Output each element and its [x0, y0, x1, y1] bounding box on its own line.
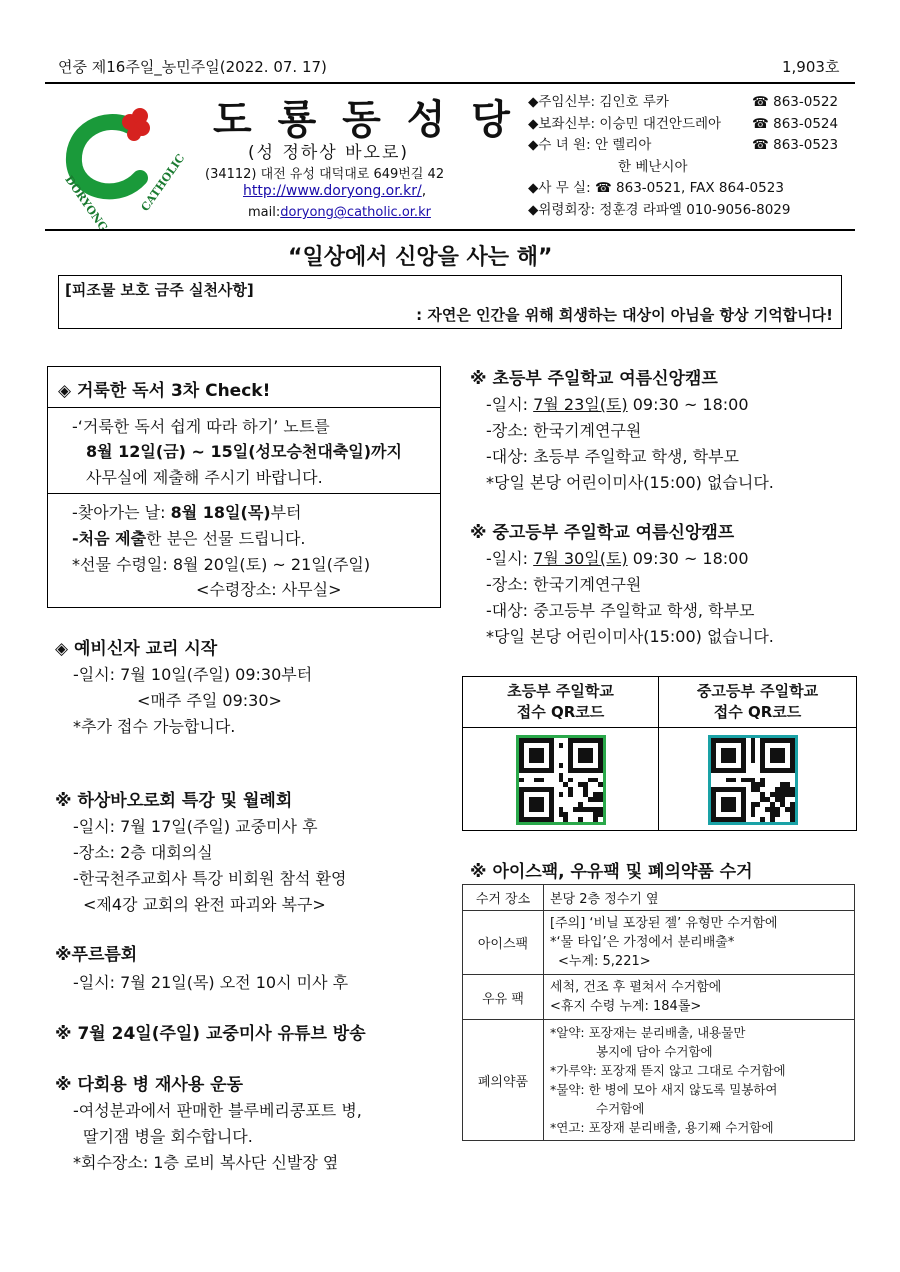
qr-code-youth[interactable] — [708, 735, 798, 825]
section-title: ※ 다회용 병 재사용 운동 — [55, 1075, 243, 1095]
table-row: 수거 장소 본당 2층 정수기 옆 — [463, 885, 855, 911]
contact-row: ◆수 녀 원: 안 렐리아 ☎ 863-0523 — [528, 137, 839, 153]
section-title: ※푸르름회 — [55, 945, 138, 965]
contact-row: ◆보좌신부: 이승민 대건안드레아 ☎ 863-0524 — [528, 115, 839, 132]
creation-care-box — [58, 275, 842, 329]
recycle-table — [462, 884, 855, 1141]
table-row: 아이스팩 [주의] ‘비닐 포장된 젤’ 유형만 수거함에 *‘물 타입’은 가정에서 분리배출* <누계: 5,221> — [463, 911, 855, 975]
church-name: 도 룡 동 성 당 — [213, 97, 516, 143]
youth-camp-section: ※ 중고등부 주일학교 여름신앙캠프 -일시: 7월 30일(토) 09:30 ~ 18:00 -장소: 한국기계연구원 -대상: 중고등부 주일학교 학생, 학부모 *당일 본당 어린이미사(15:00) 없습니다. — [470, 520, 774, 650]
table-row: 폐의약품 *알약: 포장재는 분리배출, 내용물만 봉지에 담아 수거함에 *가루약: 포장재 뜯지 않고 그대로 수거함에 *물약: 한 병에 모아 새지 않도록 밀봉하여 수거함에 *연고: 포장재 분리배출, 용기째 수거함에 — [463, 1020, 855, 1141]
recycle-title: ※ 아이스팩, 우유팩 및 폐의약품 수거 — [470, 862, 753, 882]
issue-number: 1,903호 — [782, 58, 840, 76]
elementary-camp-section: ※ 초등부 주일학교 여름신앙캠프 -일시: 7월 23일(토) 09:30 ~ 18:00 -장소: 한국기계연구원 -대상: 초등부 주일학교 학생, 학부모 *당일 본당 어린이미사(15:00) 없습니다. — [470, 366, 774, 496]
holy-reading-title: ◈ 거룩한 독서 3차 Check! — [58, 381, 271, 401]
patron-saint: (성 정하상 바오로) — [248, 143, 410, 163]
youtube-broadcast: ※ 7월 24일(주일) 교중미사 유튜브 방송 — [55, 1024, 366, 1044]
year-motto: “일상에서 신앙을 사는 해” — [288, 245, 553, 270]
header-top-rule — [45, 82, 855, 84]
mail-line: mail:doryong@catholic.or.kr — [248, 205, 431, 220]
section-title: ◈ 예비신자 교리 시작 — [55, 639, 218, 659]
qr-header-elementary: 초등부 주일학교 접수 QR코드 — [507, 682, 614, 721]
qr-table — [462, 676, 857, 831]
qr-header-youth: 중고등부 주일학교 접수 QR코드 — [696, 682, 819, 721]
holy-reading-box: ◈ 거룩한 독서 3차 Check! -‘거룩한 독서 쉽게 따라 하기’ 노트를 8월 12일(금) ~ 15일(성모승천대축일)까지 사무실에 제출해 주시기 바랍니다. -찾아가는 날: 8월 18일(목)부터 -처음 제출한 분은 선물 드립니다. *선물 수령일: 8월 20일(토) ~ 21일(주일) <수령장소: 사무실> — [47, 366, 441, 608]
issue-info: 연중 제16주일_농민주일(2022. 07. 17) — [58, 58, 327, 76]
section-title: ※ 하상바오로회 특강 및 월례회 — [55, 791, 293, 811]
contact-row: ◆주임신부: 김인호 루카 ☎ 863-0522 — [528, 94, 839, 110]
pureum-section: ※푸르름회 -일시: 7월 21일(목) 오전 10시 미사 후 — [55, 941, 348, 997]
bottle-reuse-section: ※ 다회용 병 재사용 운동 -여성분과에서 판매한 블루베리콩포트 병, 딸기잼 병을 회수합니다. *회수장소: 1층 로비 복사단 신발장 옆 — [55, 1072, 362, 1176]
contacts-list — [528, 92, 858, 221]
header-bottom-rule — [45, 229, 855, 231]
section-title: ※ 초등부 주일학교 여름신앙캠프 — [470, 369, 718, 389]
hasang-section: ※ 하상바오로회 특강 및 월례회 -일시: 7월 17일(주일) 교중미사 후 -장소: 2층 대회의실 -한국천주교회사 특강 비회원 참석 환영 <제4강 교회의 완전 파괴와 복구> — [55, 788, 346, 918]
creation-care-text: : 자연은 인간을 위해 희생하는 대상이 아님을 항상 기억합니다! — [416, 306, 833, 324]
church-logo — [50, 100, 188, 234]
contact-row: ◆위령회장: 정훈경 라파엘 010-9056-8029 — [528, 201, 791, 218]
table-row: 우유 팩 세척, 건조 후 펼쳐서 수거함에 <휴지 수령 누계: 184롤> — [463, 975, 855, 1020]
mail-link[interactable]: doryong@catholic.or.kr — [280, 205, 431, 220]
catechumen-section: ◈ 예비신자 교리 시작 -일시: 7월 10일(주일) 09:30부터 <매주 주일 09:30> *추가 접수 가능합니다. — [55, 636, 312, 740]
svg-text:CATHOLIC: CATHOLIC — [138, 151, 188, 214]
website-line: http://www.doryong.or.kr/, — [243, 183, 427, 199]
qr-code-elementary[interactable] — [516, 735, 606, 825]
section-title: ※ 중고등부 주일학교 여름신앙캠프 — [470, 523, 735, 543]
contact-row: ◆사 무 실: ☎ 863-0521, FAX 864-0523 — [528, 180, 784, 196]
creation-care-title: [피조물 보호 금주 실천사항] — [65, 281, 254, 299]
contact-row: 한 베난시아 — [618, 158, 688, 175]
logo-red-flower — [122, 108, 150, 141]
church-address: (34112) 대전 유성 대덕대로 649번길 42 — [205, 167, 445, 182]
logo-text: DORYONG — [62, 173, 111, 234]
website-link[interactable]: http://www.doryong.or.kr/ — [243, 183, 422, 199]
